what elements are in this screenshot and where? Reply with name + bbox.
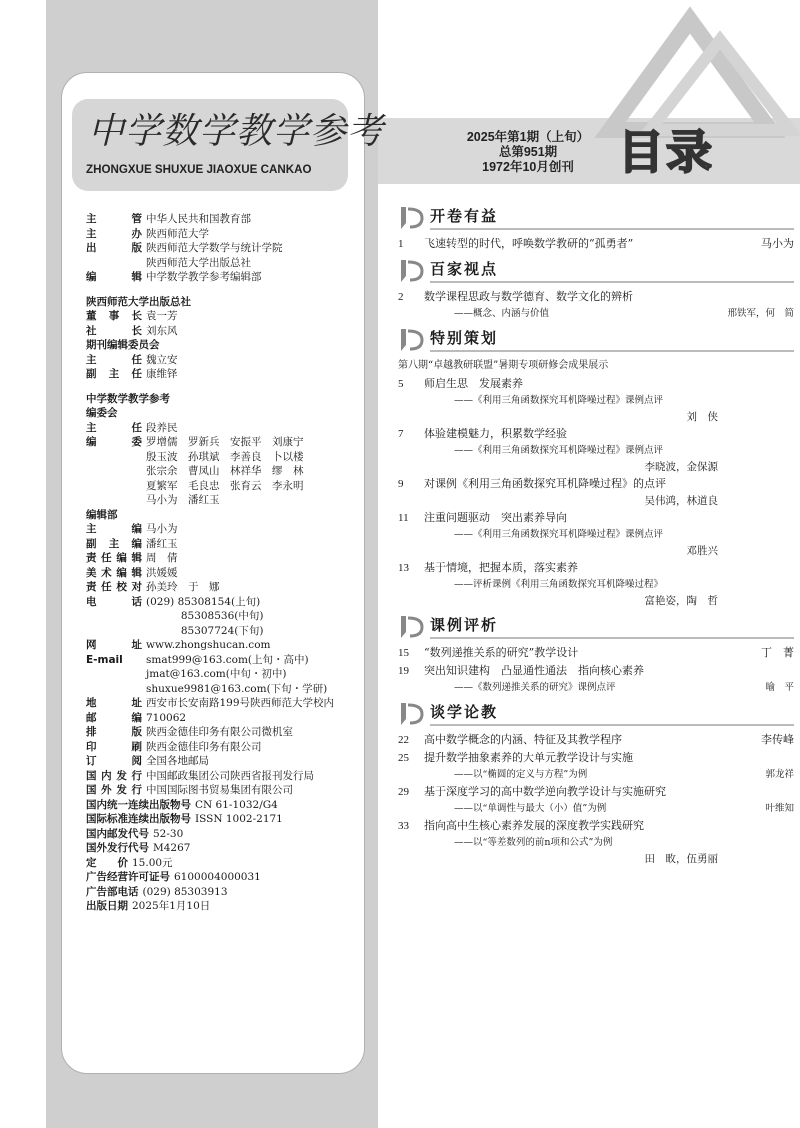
masthead-row: 国外发行 中国国际图书贸易集团有限公司 [86, 784, 293, 796]
masthead-row: 地 址 西安市长安南路199号陕西师范大学校内 [86, 697, 335, 709]
board-head: 编委会 [86, 407, 118, 419]
section-header [398, 325, 794, 353]
masthead-row: 电 话 (029) 85308154(上旬) 85308536(中旬) 85307724(下旬) [86, 595, 264, 637]
masthead-row: 主 编 马小为 [86, 523, 178, 535]
masthead [86, 212, 358, 914]
toc-subtitle: ——《利用三角函数探究耳机降噪过程》课例点评 [454, 529, 664, 540]
toc-entry[interactable]: 9 对课例《利用三角函数探究耳机降噪过程》的点评 [398, 477, 666, 490]
toc-entry[interactable]: 1 飞速转型的时代，呼唤数学教研的“孤勇者” 马小为 [398, 237, 794, 250]
section-header [398, 612, 794, 640]
section-marker-icon [398, 203, 426, 231]
toc-entry[interactable]: 5 师启生思 发展素养 [398, 377, 523, 390]
toc-entry[interactable]: 2 数学课程思政与数学德育、数学文化的辨析 [398, 290, 633, 303]
toc-entry[interactable]: 33 指向高中生核心素养发展的深度教学实践研究 [398, 819, 644, 832]
toc-entry[interactable]: 11 注重问题驱动 突出素养导向 [398, 511, 567, 524]
total-issue: 总第951期 [498, 145, 558, 159]
section-title: 特别策划 [430, 327, 794, 352]
masthead-row: 主 任 段养民 [86, 421, 178, 434]
toc-subtitle: ——以“椭圆的定义与方程”为例 郭龙祥 [454, 769, 794, 780]
committee-head: 期刊编辑委员会 [86, 339, 160, 351]
masthead-row: 邮 编 710062 [86, 711, 187, 724]
masthead-row: E-mail smat999@163.com(上旬・高中) jmat@163.com(中旬・初中) shuxue9981@163.com(下旬・学研) [86, 653, 328, 695]
toc-subtitle: ——以“单调性与最大（小）值”为例 叶维知 [454, 803, 794, 814]
toc-entry[interactable]: 25 提升数学抽象素养的大单元教学设计与实施 [398, 751, 633, 764]
masthead-row: 订 阅 全国各地邮局 [86, 755, 209, 767]
toc-author: 富艳姿，陶 哲 [644, 595, 718, 607]
masthead-row: 排 版 陕西金德佳印务有限公司微机室 [86, 726, 293, 738]
toc-entry[interactable]: 29 基于深度学习的高中数学逆向教学设计与实施研究 [398, 785, 666, 798]
section-title: 百家视点 [430, 258, 794, 283]
special-topic: 第八期“卓越教研联盟”暑期专项研修会成果展示 [398, 360, 609, 371]
editorial-head: 中学数学教学参考 [86, 392, 170, 405]
toc-author: 李晓波，金保源 [644, 461, 718, 473]
masthead-row: 广告经营许可证号 6100004000031 [86, 871, 261, 883]
toc-author: 吴伟鸿，林道良 [644, 495, 718, 507]
masthead-row: 社 长 刘东风 [86, 324, 178, 337]
masthead-row: 主 办 陕西师范大学 [86, 227, 209, 240]
logo-title-cn: 中学数学教学参考 [88, 111, 385, 152]
section-title: 谈学论教 [430, 701, 794, 726]
section-marker-icon [398, 699, 426, 727]
toc-entry[interactable]: 13 基于情境，把握本质，落实素养 [398, 561, 578, 574]
masthead-row: 广告部电话 (029) 85303913 [86, 885, 228, 898]
section-marker-icon [398, 256, 426, 284]
toc-subtitle: ——《利用三角函数探究耳机降噪过程》课例点评 [454, 395, 664, 406]
section-title: 课例评析 [430, 614, 794, 639]
toc-entry[interactable]: 19 突出知识建构 凸显通性通法 指向核心素养 [398, 664, 644, 677]
masthead-row: 主 管 中华人民共和国教育部 [86, 213, 251, 225]
toc-author: 刘 侠 [686, 411, 718, 423]
publisher-head: 陕西师范大学出版总社 [86, 295, 191, 308]
section-header [398, 699, 794, 727]
masthead-row: 责任编辑 周 倩 [86, 552, 178, 564]
founded-date: 1972年10月创刊 [482, 160, 574, 174]
masthead-row: 副主编 潘红玉 [86, 537, 178, 550]
masthead-row: 副主任 康维铎 [86, 368, 178, 380]
section-marker-icon [398, 612, 426, 640]
masthead-row: 国内发行 中国邮政集团公司陕西省报刊发行局 [86, 769, 314, 782]
toc-subtitle: ——《利用三角函数探究耳机降噪过程》课例点评 [454, 445, 664, 456]
section-title: 开卷有益 [430, 205, 794, 230]
journal-logo [72, 99, 385, 191]
toc-author: 邓胜兴 [686, 545, 718, 557]
masthead-row: 出版日期 2025年1月10日 [86, 900, 211, 912]
masthead-row: 董事长 袁一芳 [86, 310, 178, 322]
toc-title: 目录 [618, 125, 714, 179]
masthead-row: 编 辑 中学数学教学参考编辑部 [86, 271, 262, 283]
masthead-row: 印 刷 陕西金德佳印务有限公司 [86, 740, 262, 753]
masthead-row: 美术编辑 洪媛媛 [86, 566, 178, 579]
masthead-row: 编 委 罗增儒 罗新兵 安振平 刘康宁 殷玉波 孙琪斌 李善良 卜以楼 张宗余 曹凤山 林祥华 缪 林 夏繁军 毛良忠 张育云 李永明 马小为 潘红玉 [86, 436, 304, 506]
toc-entry[interactable]: 22 高中数学概念的内涵、特征及其教学程序 李传峰 [398, 733, 794, 746]
masthead-row: 网 址 www.zhongshucan.com [86, 639, 271, 651]
masthead-row: 国内邮发代号 52-30 [86, 827, 184, 840]
section-header [398, 203, 794, 231]
toc-subtitle: ——《数列递推关系的研究》课例点评 喻 平 [454, 682, 794, 693]
dept-head: 编辑部 [86, 508, 118, 521]
masthead-row: 国外发行代号 M4267 [86, 842, 191, 854]
issue-info [448, 130, 608, 175]
toc-entry[interactable]: 7 体验建模魅力，积累数学经验 [398, 427, 567, 440]
masthead-row: 国内统一连续出版物号 CN 61-1032/G4 [86, 798, 278, 811]
masthead-row: 责任校对 孙美玲 于 娜 [86, 581, 220, 593]
masthead-row: 主 任 魏立安 [86, 353, 178, 366]
toc-subtitle: ——概念、内涵与价值 邢铁军，何 简 [454, 308, 794, 319]
section-header [398, 256, 794, 284]
table-of-contents [398, 200, 794, 867]
masthead-row: 国际标准连续出版物号 ISSN 1002-2171 [86, 813, 283, 825]
masthead-row: 出 版 陕西师范大学数学与统计学院 陕西师范大学出版总社 [86, 242, 283, 269]
logo-title-en: ZHONGXUE SHUXUE JIAOXUE CANKAO [86, 163, 312, 176]
issue-number: 2025年第1期（上旬） [466, 130, 590, 144]
toc-subtitle: ——评析课例《利用三角函数探究耳机降噪过程》 [454, 579, 664, 590]
masthead-row: 定 价 15.00元 [86, 856, 173, 869]
toc-subtitle: ——以“等差数列的前n项和公式”为例 [454, 837, 613, 848]
toc-entry[interactable]: 15 “数列递推关系的研究”教学设计 丁 菁 [398, 646, 794, 659]
toc-author: 田 畋，伍勇丽 [644, 853, 718, 865]
section-marker-icon [398, 325, 426, 353]
